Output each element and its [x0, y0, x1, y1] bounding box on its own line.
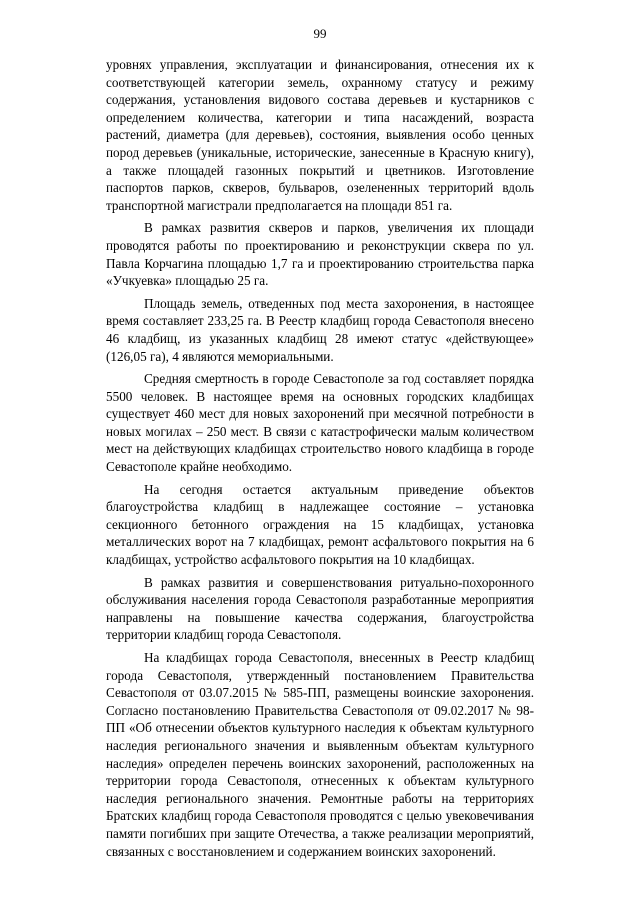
paragraph-6: В рамках развития и совершенствования ритуально-похоронного обслуживания населения города Севастополя разработанные мероприятия направлены на повышение качества содержания, благоустройства территории кладбищ города Севастополя. [106, 574, 534, 643]
paragraph-2: В рамках развития скверов и парков, увеличения их площади проводятся работы по проектированию и реконструкции сквера по ул. Павла Корчагина площадью 1,7 га и проектированию строительства парка «Учкуевка» площадью 25 га. [106, 220, 534, 289]
paragraph-3: Площадь земель, отведенных под места захоронения, в настоящее время составляет 233,25 га. В Реестр кладбищ города Севастополя внесено 46 кладбищ, из указанных кладбищ 28 имеют статус «действующее» (126,05 га), 4 являются мемориальными. [106, 295, 534, 364]
paragraph-7: На кладбищах города Севастополя, внесенных в Реестр кладбищ города Севастополя, утвержденный постановлением Правительства Севастополя от 03.07.2015 № 585-ПП, размещены воинские захоронения. Согласно постановлению Правительства Севастополя от 09.02.2017 № 98-ПП «Об отнесении объектов культурного наследия к объектам культурного наследия регионального значения и выявленным объектам культурного наследия» определен перечень воинских захоронений, расположенных на территории города Севастополя, отнесенных к объектам культурного наследия регионального значения. Ремонтные работы на территориях Братских кладбищ города Севастополя проводятся с целью увековечивания памяти погибших при защите Отечества, а также реализации мероприятий, связанных с восстановлением и содержанием воинских захоронений. [106, 650, 534, 859]
paragraph-4: Средняя смертность в городе Севастополе за год составляет порядка 5500 человек. В настоящее время на основных городских кладбищах существует 460 мест для новых захоронений при месячной потребности в новых могилах – 250 мест. В связи с катастрофически малым количеством мест на действующих кладбищах строительство нового кладбища в городе Севастополе крайне необходимо. [106, 371, 534, 475]
body-text [106, 56, 534, 865]
page-number: 99 [313, 26, 327, 41]
paragraph-5: На сегодня остается актуальным приведение объектов благоустройства кладбищ в надлежащее состояние – установка секционного бетонного ограждения на 15 кладбищах, установка металлических ворот на 7 кладбищах, ремонт асфальтового покрытия на 6 кладбищах, устройство асфальтового покрытия на 10 кладбищах. [106, 481, 534, 568]
paragraph-1: уровнях управления, эксплуатации и финансирования, отнесения их к соответствующей категории земель, охранному статусу и режиму содержания, установления видового состава деревьев и кустарников с определением количества, категории и типа насаждений, возраста растений, диаметра (для деревьев), состояния, выявления особо ценных пород деревьев (уникальные, исторические, занесенные в Красную книгу), а также площадей газонных покрытий и цветников. Изготовление паспортов парков, скверов, бульваров, озелененных территорий вдоль транспортной магистрали предполагается на площади 851 га. [106, 57, 534, 213]
